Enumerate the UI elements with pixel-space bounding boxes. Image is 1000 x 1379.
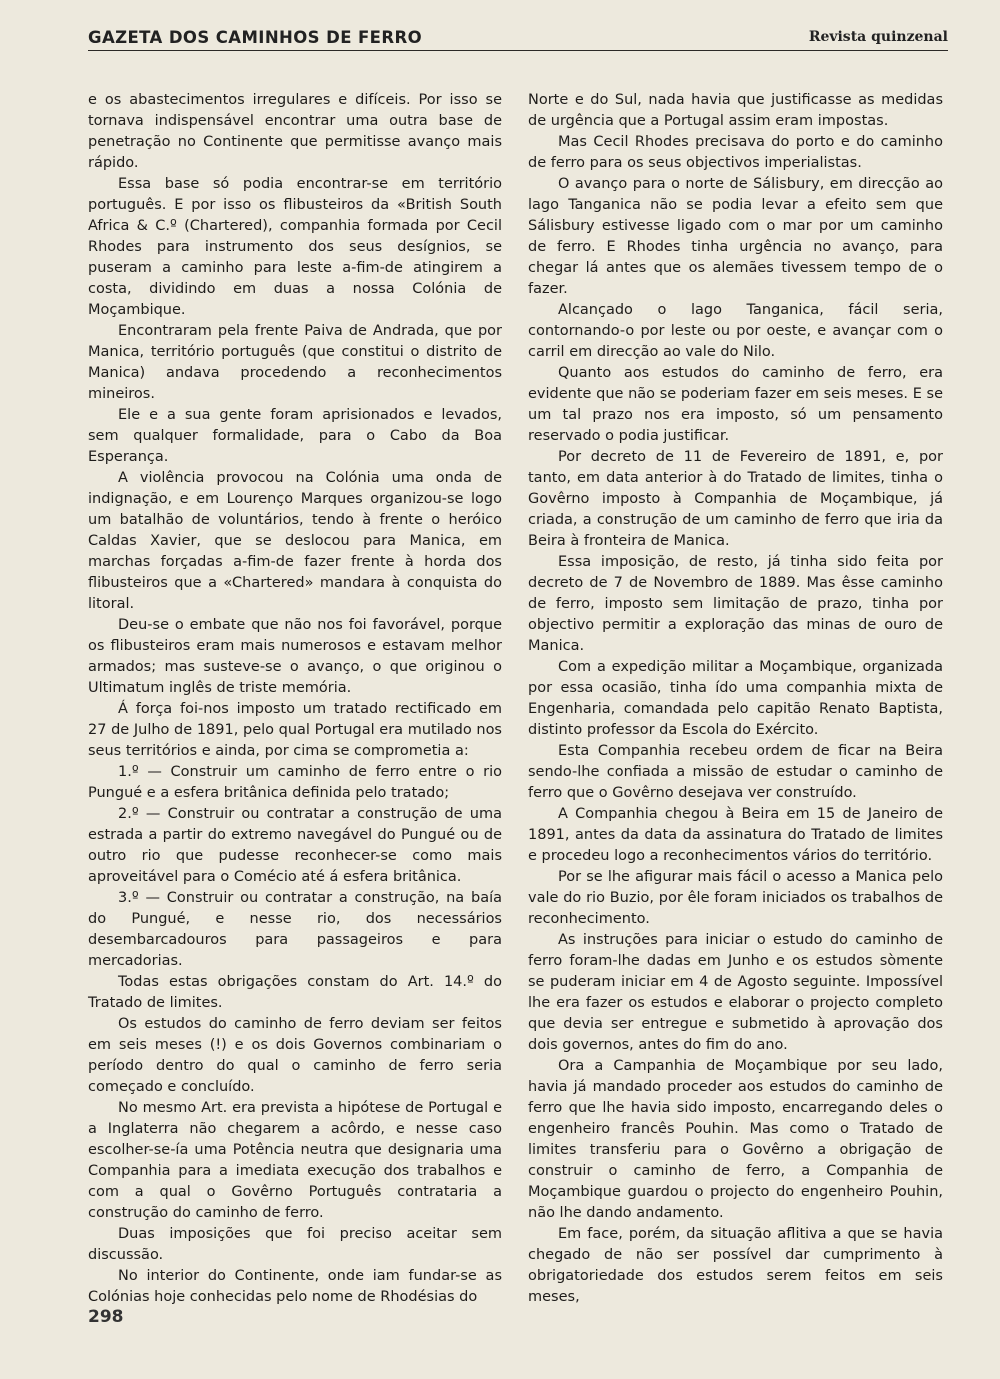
paragraph: Deu-se o embate que não nos foi favorável, porque os flibusteiros eram mais numerosos e estavam melhor armados; mas susteve-se o avanço, o que originou o Ultimatum inglês de triste memória. xyxy=(88,617,502,696)
paragraph: Ora a Campanhia de Moçambique por seu lado, havia já mandado proceder aos estudos do caminho de ferro que lhe havia sido imposto, encarregando deles o engenheiro francês Pouhin. Mas como o Tratado de limites transferiu para o Govêrno a obrigação de construir o caminho de ferro, a Companhia de Moçambique guardou o projecto do engenheiro Pouhin, não lhe dando andamento. xyxy=(528,1058,943,1221)
paragraph: e os abastecimentos irregulares e difíceis. Por isso se tornava indispensável encontrar uma outra base de penetração no Continente que permitisse avanço mais rápido. xyxy=(88,92,502,171)
page-header xyxy=(88,28,948,51)
paragraph: 2.º — Construir ou contratar a construção de uma estrada a partir do extremo navegável do Pungué ou de outro rio que pudesse reconhecer-se como mais aproveitável para o Comécio até á esfera britânica. xyxy=(88,806,502,885)
paragraph: Quanto aos estudos do caminho de ferro, era evidente que não se poderiam fazer em seis meses. E se um tal prazo nos era imposto, só um pensamento reservado o podia justificar. xyxy=(528,365,943,444)
paragraph: Norte e do Sul, nada havia que justificasse as medidas de urgência que a Portugal assim eram impostas. xyxy=(528,92,943,129)
paragraph: Por se lhe afigurar mais fácil o acesso a Manica pelo vale do rio Buzio, por êle foram iniciados os trabalhos de reconhecimento. xyxy=(528,869,943,927)
paragraph: Os estudos do caminho de ferro deviam ser feitos em seis meses (!) e os dois Governos combinariam o período dentro do qual o caminho de ferro seria começado e concluído. xyxy=(88,1016,502,1095)
paragraph: Todas estas obrigações constam do Art. 14.º do Tratado de limites. xyxy=(88,974,502,1011)
paragraph: Duas imposições que foi preciso aceitar sem discussão. xyxy=(88,1226,502,1263)
paragraph: A violência provocou na Colónia uma onda de indignação, e em Lourenço Marques organizou-se logo um batalhão de voluntários, tendo à frente o heróico Caldas Xavier, que se deslocou para Manica, em marchas forçadas a-fim-de fazer frente à horda dos flibusteiros que a «Chartered» mandara à conquista do litoral. xyxy=(88,470,502,612)
paragraph: Ele e a sua gente foram aprisionados e levados, sem qualquer formalidade, para o Cabo da Boa Esperança. xyxy=(88,407,502,465)
paragraph: 3.º — Construir ou contratar a construção, na baía do Pungué, e nesse rio, dos necessários desembarcadouros para passageiros e para mercadorias. xyxy=(88,890,502,969)
paragraph: Em face, porém, da situação aflitiva a que se havia chegado de não ser possível dar cumprimento à obrigatoriedade dos estudos serem feitos em seis meses, xyxy=(528,1226,943,1305)
journal-subtitle: Revista quinzenal xyxy=(808,29,948,45)
paragraph: As instruções para iniciar o estudo do caminho de ferro foram-lhe dadas em Junho e os estudos sòmente se puderam iniciar em 4 de Agosto seguinte. Impossível lhe era fazer os estudos e elaborar o projecto completo que devia ser entregue e submetido à aprovação dos dois governos, antes do fim do ano. xyxy=(528,932,943,1053)
paragraph: Encontraram pela frente Paiva de Andrada, que por Manica, território português (que constitui o distrito de Manica) andava procedendo a reconhecimentos mineiros. xyxy=(88,323,502,402)
page-number: 298 xyxy=(88,1307,124,1327)
paragraph: A Companhia chegou à Beira em 15 de Janeiro de 1891, antes da data da assinatura do Tratado de limites e procedeu logo a reconhecimentos vários do território. xyxy=(528,806,943,864)
right-column xyxy=(528,90,943,1308)
paragraph: Com a expedição militar a Moçambique, organizada por essa ocasião, tinha ído uma companhia mixta de Engenharia, comandada pelo capitão Renato Baptista, distinto professor da Escola do Exército. xyxy=(528,659,943,738)
paragraph: Alcançado o lago Tanganica, fácil seria, contornando-o por leste ou por oeste, e avançar com o carril em direcção ao vale do Nilo. xyxy=(528,302,943,360)
paragraph: Por decreto de 11 de Fevereiro de 1891, e, por tanto, em data anterior à do Tratado de limites, tinha o Govêrno imposto à Companhia de Moçambique, já criada, a construção de um caminho de ferro que iria da Beira à fronteira de Manica. xyxy=(528,449,943,549)
paragraph: 1.º — Construir um caminho de ferro entre o rio Pungué e a esfera britânica definida pelo tratado; xyxy=(88,764,502,801)
paragraph: O avanço para o norte de Sálisbury, em direcção ao lago Tanganica não se podia levar a efeito sem que Sálisbury estivesse ligado com o mar por um caminho de ferro. E Rhodes tinha urgência no avanço, para chegar lá antes que os alemães tivessem tempo de o fazer. xyxy=(528,176,943,297)
paragraph: Essa imposição, de resto, já tinha sido feita por decreto de 7 de Novembro de 1889. Mas êsse caminho de ferro, imposto sem limitação de prazo, tinha por objectivo permitir a exploração das minas de ouro de Manica. xyxy=(528,554,943,654)
paragraph: No interior do Continente, onde iam fundar-se as Colónias hoje conhecidas pelo nome de Rhodésias do xyxy=(88,1268,502,1305)
paragraph: Esta Companhia recebeu ordem de ficar na Beira sendo-lhe confiada a missão de estudar o caminho de ferro que o Govêrno desejava ver construído. xyxy=(528,743,943,801)
journal-title: GAZETA DOS CAMINHOS DE FERRO xyxy=(88,28,422,47)
paragraph: No mesmo Art. era prevista a hipótese de Portugal e a Inglaterra não chegarem a acôrdo, e nesse caso escolher-se-ía uma Potência neutra que designaria uma Companhia para a imediata execução dos trabalhos e com a qual o Govêrno Português contrataria a construção do caminho de ferro. xyxy=(88,1100,502,1221)
paragraph: Á força foi-nos imposto um tratado rectificado em 27 de Julho de 1891, pelo qual Portugal era mutilado nos seus territórios e ainda, por cima se comprometia a: xyxy=(88,701,502,759)
left-column xyxy=(88,90,502,1308)
paragraph: Essa base só podia encontrar-se em território português. E por isso os flibusteiros da «British South Africa & C.º (Chartered), companhia formada por Cecil Rhodes para instrumento dos seus desígnios, se puseram a caminho para leste a-fim-de atingirem a costa, dividindo em duas a nossa Colónia de Moçambique. xyxy=(88,176,502,318)
paragraph: Mas Cecil Rhodes precisava do porto e do caminho de ferro para os seus objectivos imperialistas. xyxy=(528,134,943,171)
